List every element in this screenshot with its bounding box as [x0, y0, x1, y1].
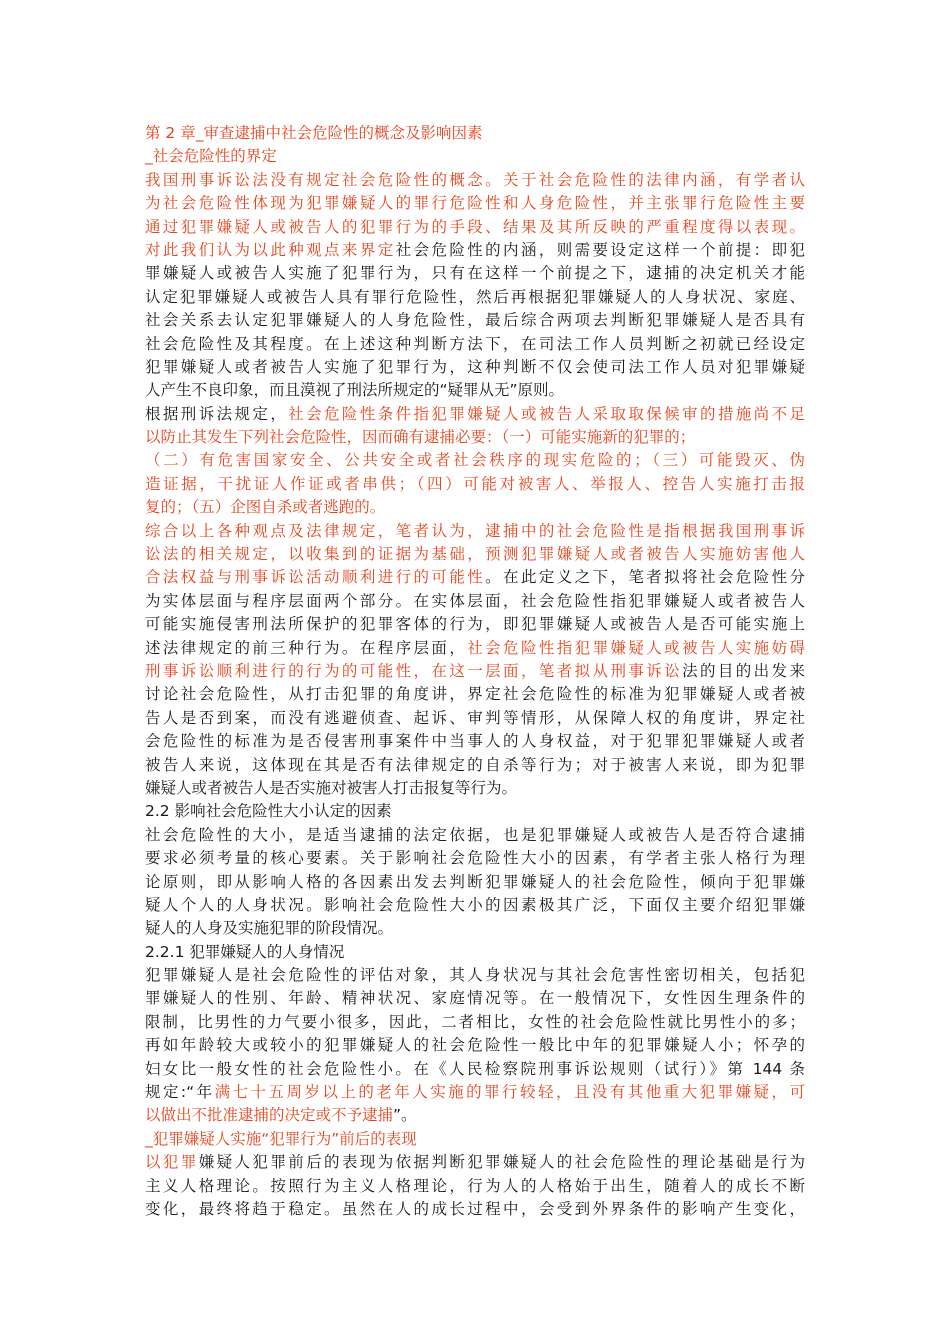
text-span: 合法权益与刑事诉讼活动顺利进行的可能性 — [145, 568, 486, 587]
paragraph-behavior — [145, 1151, 805, 1221]
text-line: 再如年龄较大或较小的犯罪嫌疑人的社会危险性一般比中年的犯罪嫌疑人小；怀孕的 — [145, 1036, 805, 1055]
text-line: 会危险性的标准为是否侵害刑事案件中当事人的人身权益，对于犯罪犯罪嫌疑人或者 — [145, 732, 805, 751]
paragraph-personal-status — [145, 964, 805, 1128]
text-line: 我国刑事诉讼法没有规定社会危险性的概念。关于社会危险性的法律内涵，有学者认 — [145, 170, 805, 189]
text-span: 根据刑诉法规定， — [145, 404, 289, 423]
text-line: （二）有危害国家安全、公共安全或者社会秩序的现实危险的；（三）可能毁灭、伪 — [145, 451, 805, 470]
text-span: 社会危险性条件指犯罪嫌疑人或被告人采取取保候审的措施尚不足 — [288, 404, 805, 423]
section-heading-2-2: 2.2 影响社会危险性大小认定的因素 — [145, 802, 392, 821]
text-span: 刑事诉讼顺利进行的行为的可能性，在这一层面，笔者拟从刑事诉讼 — [145, 661, 683, 680]
text-line: 人产生不良印象，而且漠视了刑法所规定的“疑罪从无”原则。 — [145, 381, 565, 400]
text-line: 罪嫌疑人或被告人实施了犯罪行为，只有在这样一个前提之下，逮捕的决定机关才能 — [145, 264, 805, 283]
text-line — [145, 637, 805, 660]
text-line: 被告人来说，这体现在其是否有法律规定的自杀等行为；对于被害人来说，即为犯罪 — [145, 755, 805, 774]
text-line: 限制，比男性的力气要小很多，因此，二者相比，女性的社会危险性就比男性小的多； — [145, 1012, 805, 1031]
text-line: 变化，最终将趋于稳定。虽然在人的成长过程中，会受到外界条件的影响产生变化， — [145, 1199, 805, 1218]
text-span: 社会危险性的内涵，则需要设定这样一个前提：即犯 — [395, 240, 805, 259]
text-line: 通过犯罪嫌疑人或被告人的犯罪行为的手段、结果及其所反映的严重程度得以表现。 — [145, 217, 805, 236]
text-span: ”。 — [393, 1106, 417, 1125]
text-line — [145, 1081, 805, 1104]
text-span: 嫌疑人犯罪前后的表现为依据判断犯罪嫌疑人的社会危险性的理论基础是行为 — [198, 1153, 805, 1172]
paragraph-author-definition — [145, 520, 805, 801]
text-span: 以做出不批准逮捕的决定或不予逮捕 — [145, 1106, 394, 1125]
text-line: 讼法的相关规定，以收集到的证据为基础，预测犯罪嫌疑人或者被告人实施妨害他人 — [145, 545, 805, 564]
text-span: 满七十五周岁以上的老年人实施的罪行较轻，且没有其他重大犯罪嫌疑，可 — [214, 1083, 805, 1102]
text-line — [145, 1151, 805, 1174]
text-line: 疑人个人的人身状况。影响社会危险性大小的因素极其广泛，下面仅主要介绍犯罪嫌 — [145, 895, 805, 914]
paragraph-factors — [145, 824, 805, 941]
text-line — [145, 660, 805, 683]
text-line: 复的；（五）企图自杀或者逃跑的。 — [145, 498, 386, 517]
text-span: 。在此定义之下，笔者拟将社会危险性分 — [485, 568, 805, 587]
text-line: 讨论社会危险性，从打击犯罪的角度讲，界定社会危险性的标准为犯罪嫌疑人或者被 — [145, 685, 805, 704]
text-line — [145, 239, 805, 262]
text-line: 可能实施侵害刑法所保护的犯罪客体的行为，即犯罪嫌疑人或被告人是否可能实施上 — [145, 615, 805, 634]
text-line: 社会关系去认定犯罪嫌疑人的人身危险性，最后综合两项去判断犯罪嫌疑人是否具有 — [145, 311, 805, 330]
text-line: 告人是否到案，而没有逃避侦查、起诉、审判等情形，从保障人权的角度讲，界定社 — [145, 708, 805, 727]
text-line: 妇女比一般女性的社会危险性小。在《人民检察院刑事诉讼规则（试行）》第 144 条 — [145, 1059, 805, 1078]
section-heading-2-1: _社会危险性的界定 — [145, 147, 277, 166]
paragraph-statute — [145, 403, 805, 520]
text-line: 要求必须考量的核心要素。关于影响社会危险性大小的因素，有学者主张人格行为理 — [145, 849, 805, 868]
text-line — [145, 403, 805, 426]
text-line: 论原则，即从影响人格的各因素出发去判断犯罪嫌疑人的社会危险性，倾向于犯罪嫌 — [145, 872, 805, 891]
text-span: 规定:“年 — [145, 1083, 215, 1102]
text-span: 法的目的出发来 — [682, 661, 805, 680]
text-line: 犯罪嫌疑人或者被告人实施了犯罪行为，这种判断不仅会使司法工作人员对犯罪嫌疑 — [145, 357, 805, 376]
text-span: 社会危险性指犯罪嫌疑人或被告人实施妨碍 — [467, 638, 805, 657]
text-line — [145, 1104, 805, 1127]
text-line: 罪嫌疑人的性别、年龄、精神状况、家庭情况等。在一般情况下，女性因生理条件的 — [145, 989, 805, 1008]
text-line: 社会危险性的大小，是适当逮捕的法定依据，也是犯罪嫌疑人或被告人是否符合逮捕 — [145, 825, 805, 844]
text-span: 述法律规定的前三种行为。在程序层面， — [145, 638, 468, 657]
section-heading-2-2-1: 2.2.1 犯罪嫌疑人的人身情况 — [145, 942, 345, 961]
text-line: 为实体层面与程序层面两个部分。在实体层面，社会危险性指犯罪嫌疑人或者被告人 — [145, 591, 805, 610]
text-line: 综合以上各种观点及法律规定，笔者认为，逮捕中的社会危险性是指根据我国刑事诉 — [145, 521, 805, 540]
text-line: 犯罪嫌疑人是社会危险性的评估对象，其人身状况与其社会危害性密切相关，包括犯 — [145, 966, 805, 985]
text-line: 以防止其发生下列社会危险性，因而确有逮捕必要：（一）可能实施新的犯罪的； — [145, 428, 696, 447]
paragraph-definition — [145, 169, 805, 403]
section-heading-2-2-2: _犯罪嫌疑人实施“犯罪行为”前后的表现 — [145, 1129, 417, 1148]
text-span: 对此我们认为以此种观点来界定 — [145, 240, 396, 259]
text-line: 社会危险性及其程度。在上述这种判断方法下，在司法工作人员判断之初就已经设定 — [145, 334, 805, 353]
chapter-heading: 第 2 章_审查逮捕中社会危险性的概念及影响因素 — [145, 124, 483, 142]
text-line: 造证据，干扰证人作证或者串供；（四）可能对被害人、举报人、控告人实施打击报 — [145, 474, 805, 493]
text-line: 为社会危险性体现为犯罪嫌疑人的罪行危险性和人身危险性，并主张罪行危险性主要 — [145, 194, 805, 213]
document-page — [145, 122, 805, 1221]
text-line: 认定犯罪嫌疑人或被告人具有罪行危险性，然后再根据犯罪嫌疑人的人身状况、家庭、 — [145, 287, 805, 306]
text-line: 疑人的人身及实施犯罪的阶段情况。 — [145, 919, 394, 938]
text-line: 嫌疑人或者被告人是否实施对被害人打击报复等行为。 — [145, 778, 518, 797]
text-line — [145, 566, 805, 589]
text-line: 主义人格理论。按照行为主义人格理论，行为人的人格始于出生，随着人的成长不断 — [145, 1176, 805, 1195]
text-span: 以犯罪 — [145, 1153, 199, 1172]
